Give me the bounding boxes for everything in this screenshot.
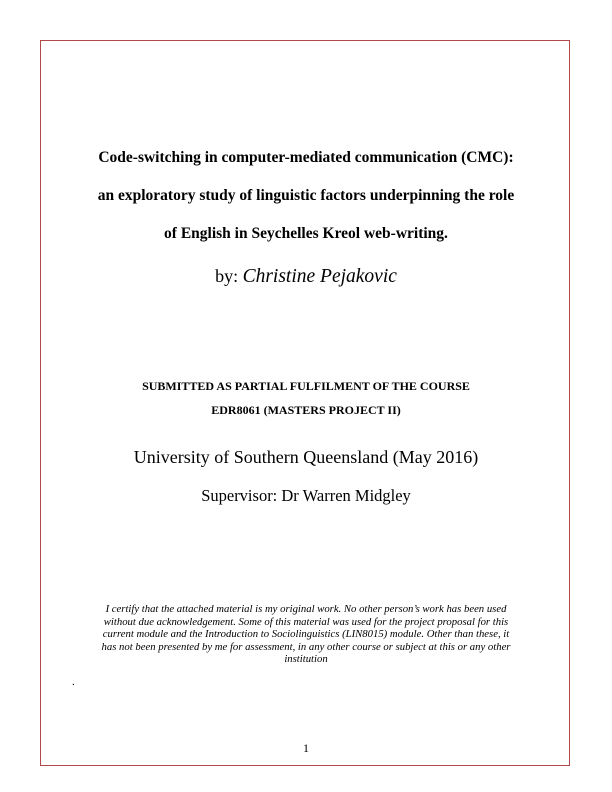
title-line-2: an exploratory study of linguistic factors underpinning the role (97, 187, 515, 204)
page-number: 1 (303, 741, 309, 755)
certification-line: current module and the Introduction to Sociolinguistics (LIN8015) module. Other than these, it (102, 628, 510, 640)
submission-line-2: EDR8061 (MASTERS PROJECT II) (211, 403, 401, 417)
author-prefix: by: (215, 266, 243, 286)
title-line-1: Code-switching in computer-mediated communication (CMC): (98, 149, 514, 166)
stray-mark: . (72, 676, 75, 688)
author-line (60, 265, 552, 288)
certification-line: I certify that the attached material is my original work. No other person’s work has been used (105, 603, 507, 615)
author-name: Christine Pejakovic (242, 266, 397, 287)
certification-line: institution (284, 653, 328, 665)
title-line-3: of English in Seychelles Kreol web-writing. (164, 225, 448, 242)
university-line: University of Southern Queensland (May 2016) (133, 447, 479, 467)
certification-line: has not been presented by me for assessment, in any other course or subject at this or any other (101, 640, 511, 653)
certification-statement (70, 603, 542, 666)
supervisor-line: Supervisor: Dr Warren Midgley (201, 486, 411, 505)
certification-line: without due acknowledgement. Some of this material was used for the project proposal for this (103, 615, 509, 628)
submission-line-1: SUBMITTED AS PARTIAL FULFILMENT OF THE COURSE (142, 379, 470, 393)
